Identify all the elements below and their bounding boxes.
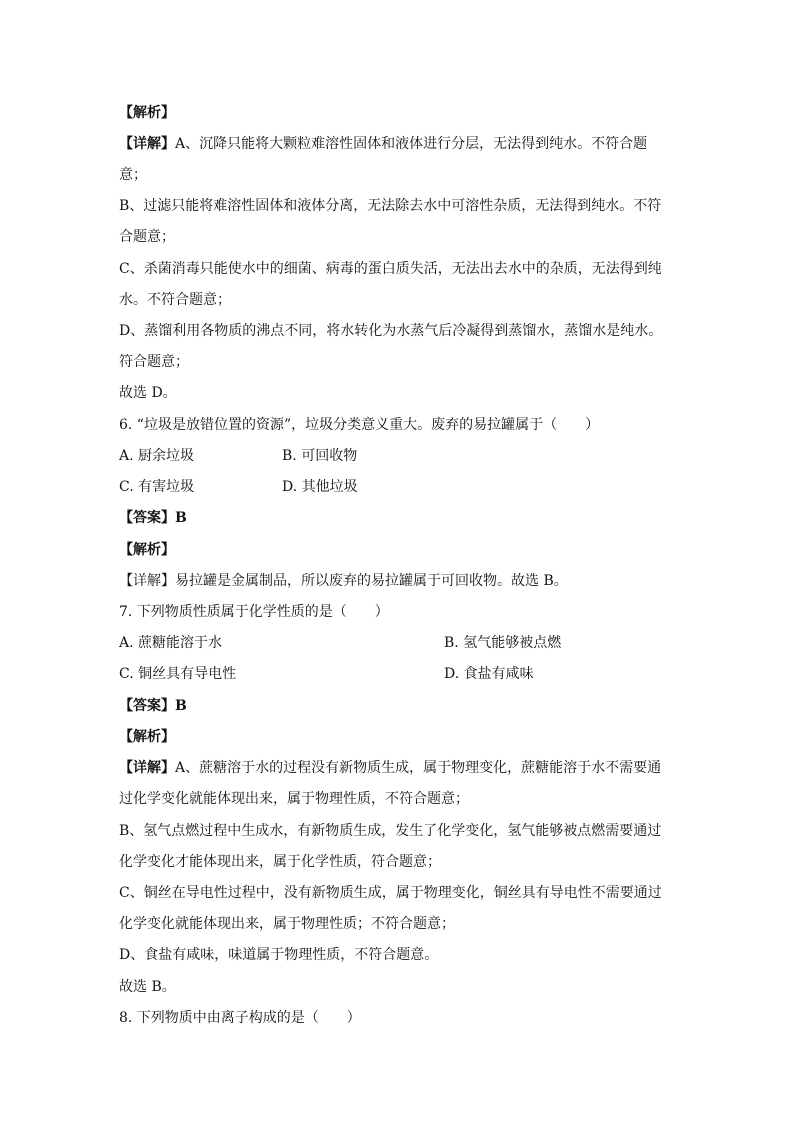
q7-answer: 【答案】B — [119, 698, 187, 714]
q7-detail-d-line1: D、食盐有咸味，味道属于物理性质，不符合题意。 — [119, 947, 439, 963]
q5-detail-a-text: A、沉降只能将大颗粒难溶性固体和液体进行分层，无法得到纯水。不符合题 — [175, 136, 648, 152]
q7-analysis-label: 【解析】 — [119, 729, 175, 745]
q8-question: 8. 下列物质中由离子构成的是（ ） — [119, 1010, 361, 1026]
q7-detail-c-line1: C、铜丝在导电性过程中，没有新物质生成，属于物理变化，铜丝具有导电性不需要通过 — [119, 885, 662, 901]
q6-analysis-label: 【解析】 — [119, 542, 175, 558]
q5-detail-c-line2: 水。不符合题意； — [119, 292, 231, 308]
q6-option-d: D. 其他垃圾 — [282, 479, 358, 495]
q5-detail-d-line2: 符合题意； — [119, 354, 189, 370]
q7-detail-b-line1: B、氢气点燃过程中生成水，有新物质生成，发生了化学变化，氢气能够被点燃需要通过 — [119, 823, 662, 839]
q5-detail-b-line2: 合题意； — [119, 229, 175, 245]
q6-option-c: C. 有害垃圾 — [119, 479, 195, 495]
q5-detail-c-line1: C、杀菌消毒只能使水中的细菌、病毒的蛋白质失活，无法出去水中的杂质，无法得到纯 — [119, 261, 662, 277]
q7-detail-c-line2: 化学变化就能体现出来，属于物理性质；不符合题意； — [119, 916, 455, 932]
q7-option-b: B. 氢气能够被点燃 — [444, 635, 562, 651]
q5-detail-a-line1 — [119, 135, 647, 153]
q7-question: 7. 下列物质性质属于化学性质的是（ ） — [119, 604, 389, 620]
q6-answer: 【答案】B — [119, 510, 187, 526]
q5-detail-label: 【详解】 — [119, 136, 175, 152]
q6-option-a: A. 厨余垃圾 — [119, 448, 195, 464]
q6-question: 6. “垃圾是放错位置的资源”，垃圾分类意义重大。废弃的易拉罐属于（ ） — [119, 417, 600, 433]
q6-option-b: B. 可回收物 — [282, 448, 358, 464]
q7-option-d: D. 食盐有咸味 — [444, 666, 534, 682]
q5-detail-d-line1: D、蒸馏利用各物质的沸点不同，将水转化为水蒸气后冷凝得到蒸馏水，蒸馏水是纯水。 — [119, 323, 663, 339]
q7-detail-a-line1 — [119, 759, 661, 777]
q6-detail: 【详解】易拉罐是金属制品，所以废弃的易拉罐属于可回收物。故选 B。 — [119, 573, 568, 589]
q5-detail-a-line2: 意； — [119, 167, 147, 183]
q5-analysis-label: 【解析】 — [119, 105, 175, 121]
q7-detail-a-text: A、蔗糖溶于水的过程没有新物质生成，属于物理变化，蔗糖能溶于水不需要通 — [175, 760, 662, 776]
q7-detail-a-line2: 过化学变化就能体现出来，属于物理性质，不符合题意； — [119, 791, 469, 807]
q7-detail-b-line2: 化学变化才能体现出来，属于化学性质，符合题意； — [119, 854, 441, 870]
q5-conclusion: 故选 D。 — [119, 385, 177, 401]
q5-detail-b-line1: B、过滤只能将难溶性固体和液体分离，无法除去水中可溶性杂质，无法得到纯水。不符 — [119, 198, 662, 214]
q7-option-c: C. 铜丝具有导电性 — [119, 666, 237, 682]
q7-detail-label: 【详解】 — [119, 760, 175, 776]
q7-option-a: A. 蔗糖能溶于水 — [119, 635, 223, 651]
q7-conclusion: 故选 B。 — [119, 979, 176, 995]
